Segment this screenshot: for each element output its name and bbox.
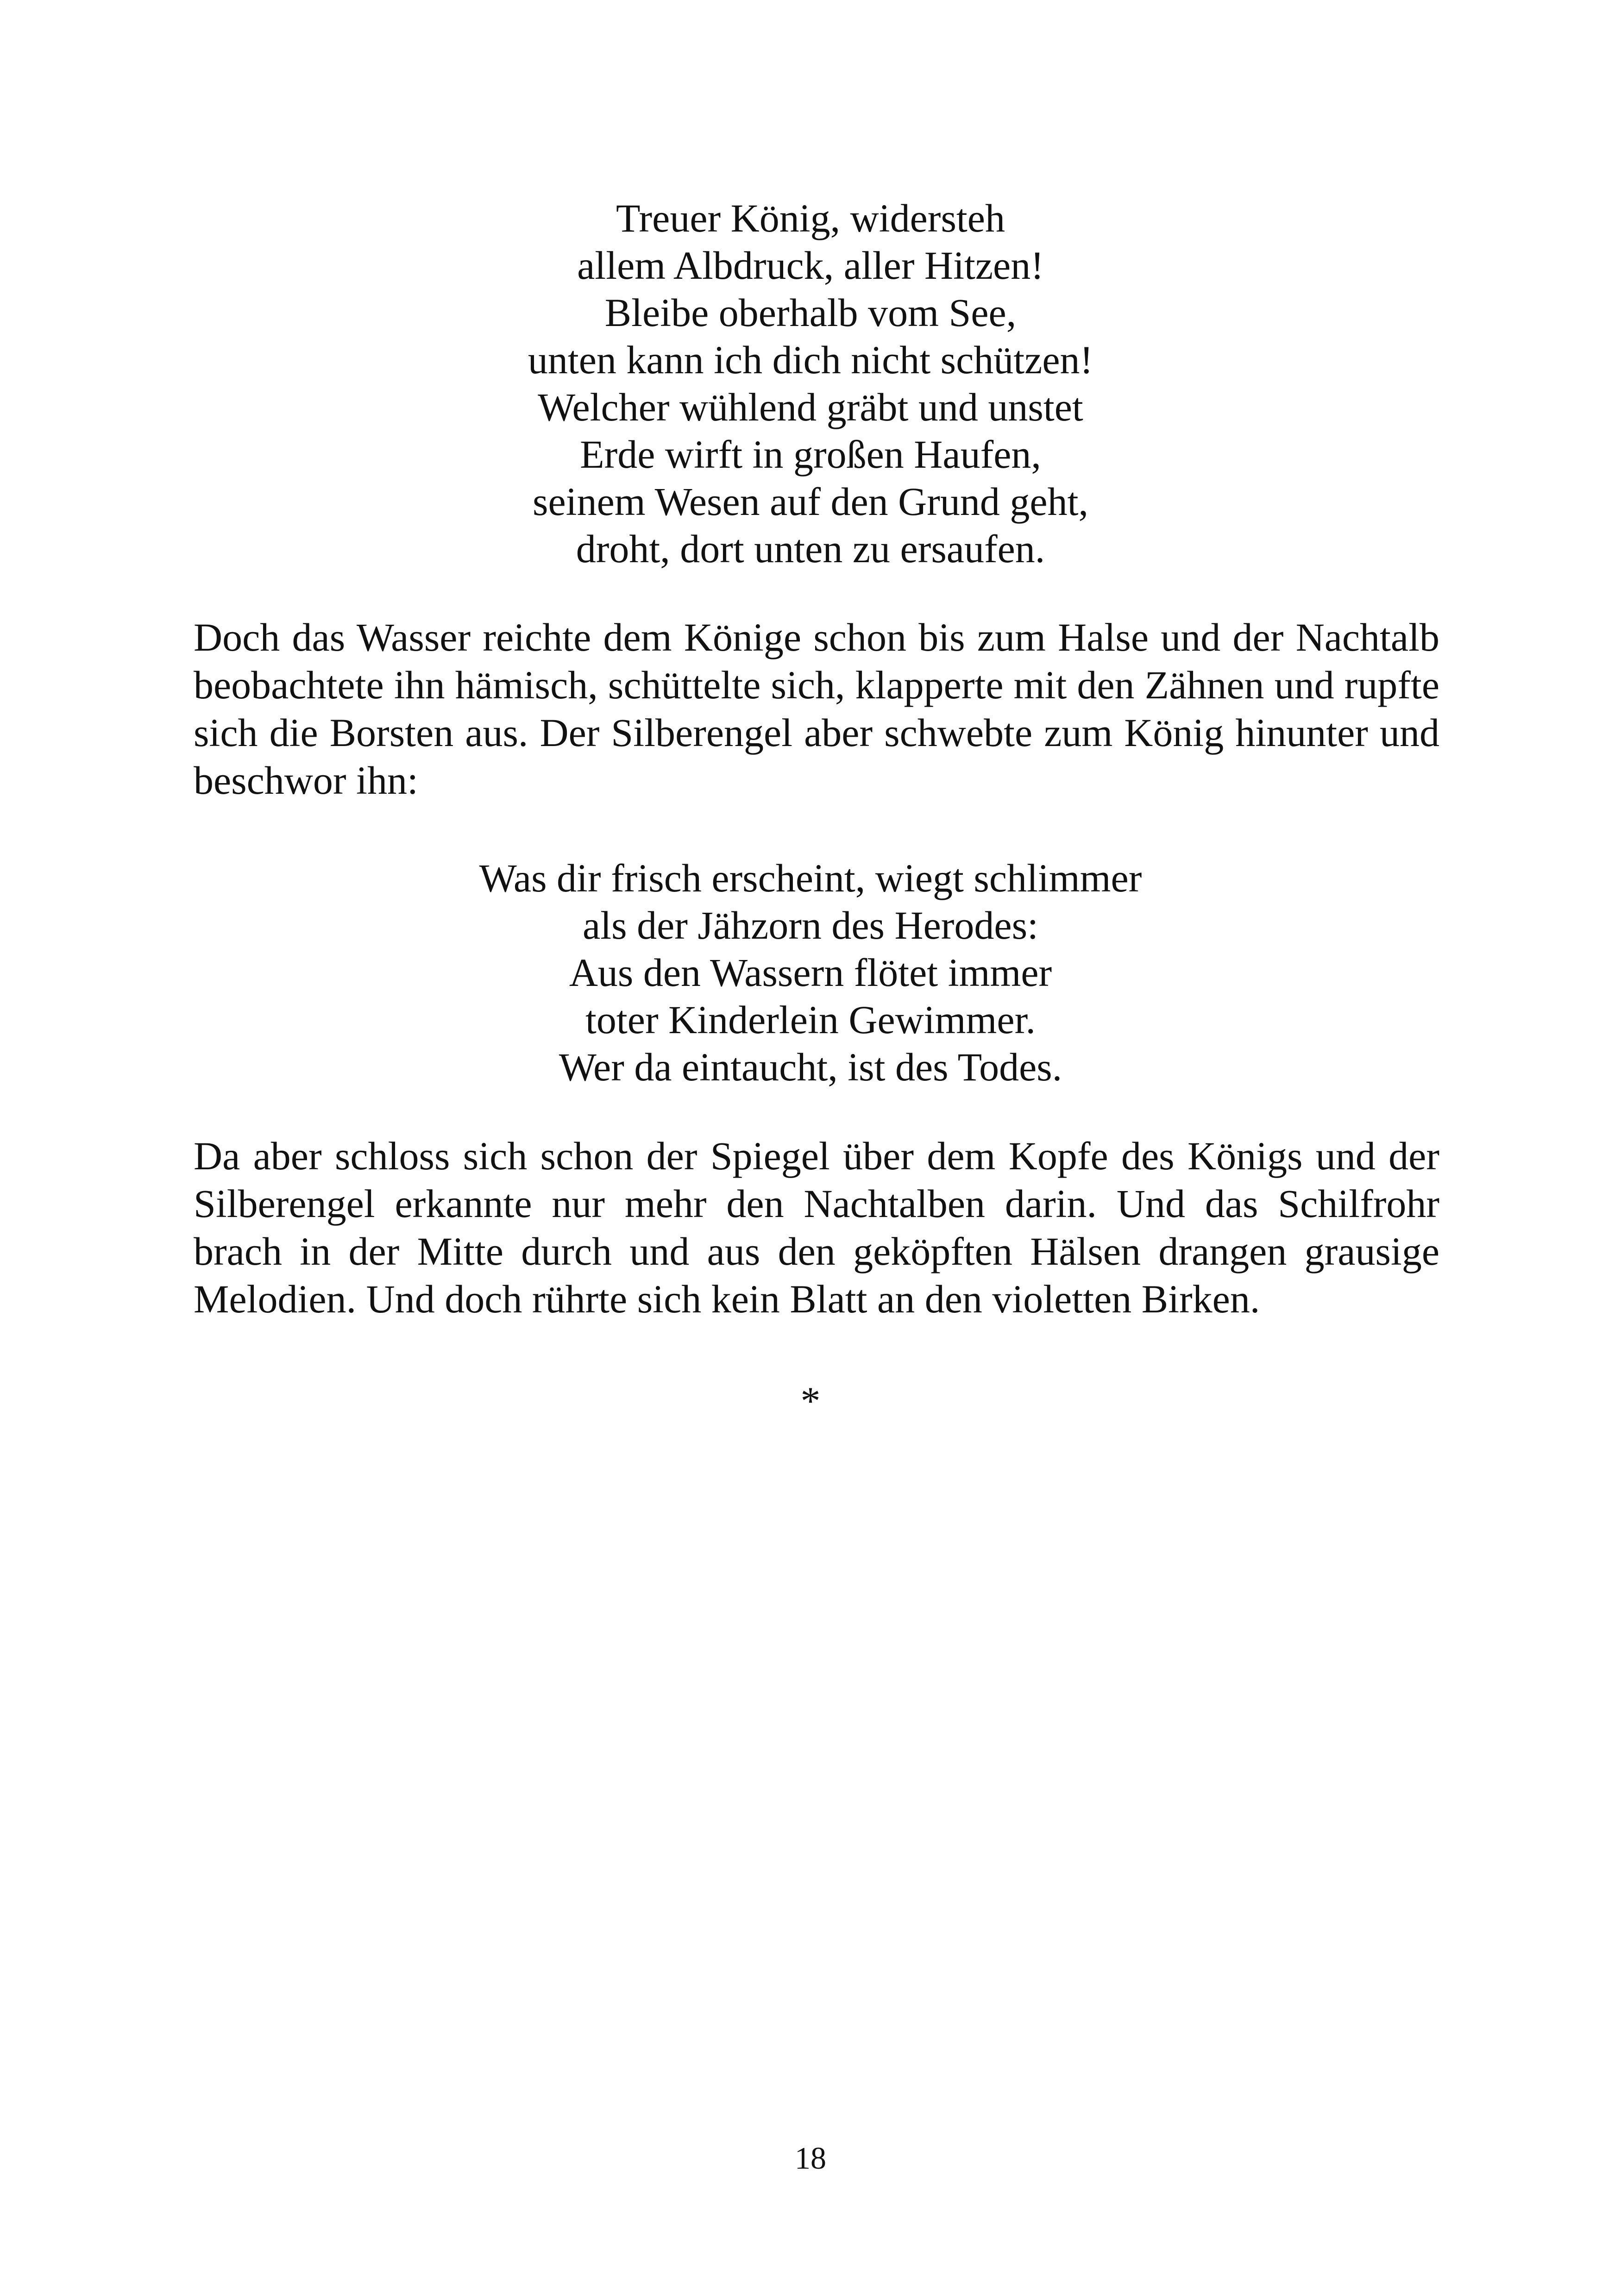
- stanza-line: allem Albdruck, aller Hitzen!: [577, 243, 1044, 288]
- stanza-line: Was dir frisch erscheint, wiegt schlimmer: [479, 856, 1142, 900]
- prose-paragraph-2: Da aber schloss sich schon der Spiegel über dem Kopfe des Königs und der Silberengel erkannte nur mehr den Nachtalben darin. Und das Schilfrohr brach in der Mitte durch und aus den geköpften Hälsen drangen grausige Melodien. Und doch rührte sich kein Blatt an den violetten Birken.: [194, 1134, 1439, 1321]
- poem-stanza-1: [0, 194, 1621, 572]
- prose-paragraph-1: Doch das Wasser reichte dem Könige schon bis zum Halse und der Nachtalb beobachtete ihn hämisch, schüttelte sich, klapperte mit den Zähnen und rupfte sich die Borsten aus. Der Silberengel aber schwebte zum König hinunter und beschwor ihn:: [194, 615, 1439, 803]
- section-separator: *: [800, 1379, 821, 1423]
- stanza-line: Wer da eintaucht, ist des Todes.: [559, 1045, 1062, 1089]
- poem-stanza-2: [0, 854, 1621, 1091]
- stanza-line: Welcher wühlend gräbt und unstet: [538, 385, 1083, 429]
- stanza-line: Aus den Wassern flötet immer: [569, 950, 1052, 995]
- stanza-line: Treuer König, widersteh: [616, 196, 1005, 240]
- stanza-line: unten kann ich dich nicht schützen!: [528, 338, 1093, 382]
- stanza-line: Bleibe oberhalb vom See,: [604, 290, 1017, 335]
- stanza-line: droht, dort unten zu ersaufen.: [576, 527, 1045, 571]
- stanza-line: toter Kinderlein Gewimmer.: [585, 997, 1036, 1042]
- stanza-line: Erde wirft in großen Haufen,: [580, 432, 1041, 477]
- stanza-line: seinem Wesen auf den Grund geht,: [533, 479, 1088, 524]
- stanza-line: als der Jähzorn des Herodes:: [583, 903, 1038, 947]
- page-number: 18: [795, 2140, 826, 2176]
